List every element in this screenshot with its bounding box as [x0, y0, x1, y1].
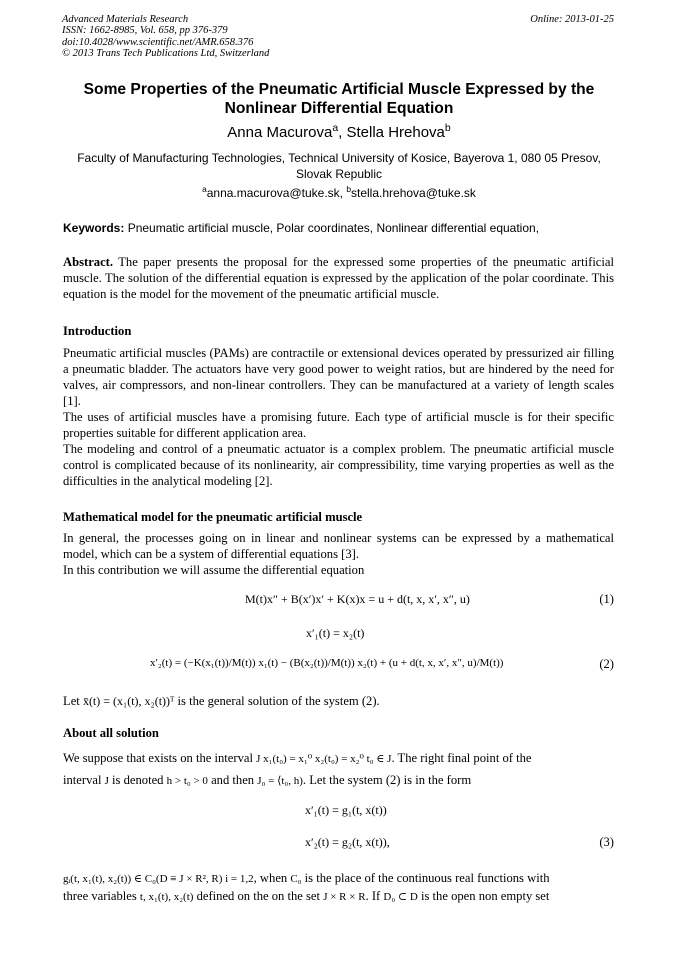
copyright: © 2013 Trans Tech Publications Ltd, Switzerland — [62, 47, 270, 59]
email-b: stella.hrehova@tuke.sk — [351, 186, 476, 200]
equation-3b: x′₂(t) = g₂(t, x(t)), — [305, 835, 390, 849]
about-l4-d: is the open non empty set — [417, 889, 550, 903]
authors — [0, 124, 678, 141]
equation-3-number: (3) — [599, 835, 614, 849]
keywords-label: Keywords: — [63, 221, 125, 235]
let-math: x̄(t) = (x₁(t), x₂(t))ᵀ — [82, 694, 175, 708]
author-1: Anna Macurova — [227, 124, 333, 141]
about-l2-d: . Let the system (2) is in the form — [302, 773, 472, 787]
abstract-text: The paper presents the proposal for the expressed some properties of the pneumatic artificial muscle. The solution of the differential equation is expressed by the application of the polar coordinate. This equation is the model for the movement of the pneumatic artificial muscle. — [63, 255, 614, 301]
keywords — [63, 221, 615, 235]
email-a-mark: a — [202, 184, 207, 194]
about-l1-math: J x₁(t₀) = x₁⁰ x₂(t₀) = x₂⁰ t₀ ∈ J — [256, 753, 392, 765]
issn: ISSN: 1662-8985, Vol. 658, pp 376-379 — [62, 25, 228, 37]
about-heading: About all solution — [63, 726, 159, 740]
equation-2-number: (2) — [599, 657, 614, 671]
author-1-mark: a — [332, 122, 339, 134]
model-heading: Mathematical model for the pneumatic artificial muscle — [63, 510, 363, 524]
about-l4-a: three variables — [63, 889, 140, 903]
doi: doi:10.4028/www.scientific.net/AMR.658.376 — [62, 36, 254, 48]
author-2: Stella Hrehova — [346, 124, 445, 141]
about-l2-math-2: J₀ = ⟨t₀, h) — [257, 775, 303, 787]
affiliation: Faculty of Manufacturing Technologies, Technical University of Kosice, Bayerova 1, 080 05 Presov, Slovak Republic — [77, 151, 601, 181]
model-text — [63, 530, 614, 578]
intro-paragraph-2: The uses of artificial muscles have a promising future. Each type of artificial muscle is for their specific properties suitable for different application area. — [63, 410, 614, 440]
intro-paragraph-1: Pneumatic artificial muscles (PAMs) are contractile or extensional devices operated by pressurized air filling a pneumatic bladder. The actuators have very good power to weight ratios, but are hindered by the need for valves, air compressors, and non-linear controllers. They can be manufactured at a variety of length scales [1]. — [63, 346, 614, 408]
about-line-4 — [63, 888, 614, 905]
about-l4-math-3: D₀ ⊂ D — [383, 891, 418, 903]
about-l3-c0: C₀ — [290, 873, 302, 885]
author-separator: , — [338, 124, 347, 141]
paper-title: Some Properties of the Pneumatic Artificial Muscle Expressed by the Nonlinear Differential Equation — [83, 81, 595, 117]
intro-text — [63, 345, 614, 489]
about-l2-math-1: h > t₀ > 0 — [166, 775, 208, 787]
equation-2b: x′₂(t) = (−K(x₁(t))/M(t)) x₁(t) − (B(x₂(t))/M(t)) x₂(t) + (u + d(t, x, x′, x″, u)/M(t)) — [150, 657, 504, 669]
email-separator: , — [339, 186, 347, 200]
about-line-3 — [63, 870, 614, 887]
model-paragraph-1: In general, the processes going on in linear and nonlinear systems can be expressed by a mathematical model, which can be a system of differential equations [3]. — [63, 531, 614, 561]
equation-1-number: (1) — [599, 592, 614, 606]
about-l2-b: is denoted — [108, 773, 167, 787]
about-l3-end: is the place of the continuous real functions with — [301, 871, 550, 885]
let-suffix: is the general solution of the system (2). — [174, 694, 380, 708]
intro-heading: Introduction — [63, 324, 132, 338]
online-date: Online: 2013-01-25 — [530, 14, 614, 25]
email-a: anna.macurova@tuke.sk — [206, 186, 340, 200]
about-l2-c: and then — [207, 773, 258, 787]
equation-3a: x′₁(t) = g₁(t, x(t)) — [305, 803, 387, 817]
about-l4-math-1: t, x₁(t), x₂(t) — [139, 891, 194, 903]
about-l2-a: interval — [63, 773, 105, 787]
intro-paragraph-3: The modeling and control of a pneumatic actuator is a complex problem. The pneumatic artificial muscle control is complicated because of its nonlinearity, air compressibility, time varying properties as well as the difficulties in the analytical modeling [2]. — [63, 442, 614, 488]
model-paragraph-2: In this contribution we will assume the differential equation — [63, 563, 365, 577]
keywords-text: Pneumatic artificial muscle, Polar coordinates, Nonlinear differential equation, — [124, 221, 540, 235]
journal-name: Advanced Materials Research — [62, 14, 189, 25]
let-sentence — [63, 693, 614, 709]
about-l3-when: , when — [253, 871, 291, 885]
emails — [0, 186, 678, 200]
about-line-1 — [63, 750, 614, 767]
about-line-2 — [63, 772, 614, 789]
about-l4-c: . If — [365, 889, 384, 903]
let-prefix: Let — [63, 694, 83, 708]
email-b-mark: b — [346, 184, 351, 194]
about-l1-suffix: . The right final point of the — [391, 751, 532, 765]
about-l3-math: gᵢ(t, x₁(t), x₂(t)) ∈ C₀(D ≡ J × R², R) i = 1,2 — [63, 873, 254, 885]
about-l4-math-2: J × R × R — [323, 891, 366, 903]
equation-2a: x′₁(t) = x₂(t) — [306, 626, 365, 640]
journal-header — [62, 14, 269, 59]
author-2-mark: b — [444, 122, 451, 134]
abstract-label: Abstract. — [63, 255, 114, 269]
abstract — [63, 254, 614, 302]
about-l2-j: J — [104, 775, 109, 787]
about-l4-b: defined on the on the set — [193, 889, 324, 903]
equation-1: M(t)x″ + B(x′)x′ + K(x)x = u + d(t, x, x′, x″, u) — [245, 592, 470, 606]
about-l1-prefix: We suppose that exists on the interval — [63, 751, 257, 765]
